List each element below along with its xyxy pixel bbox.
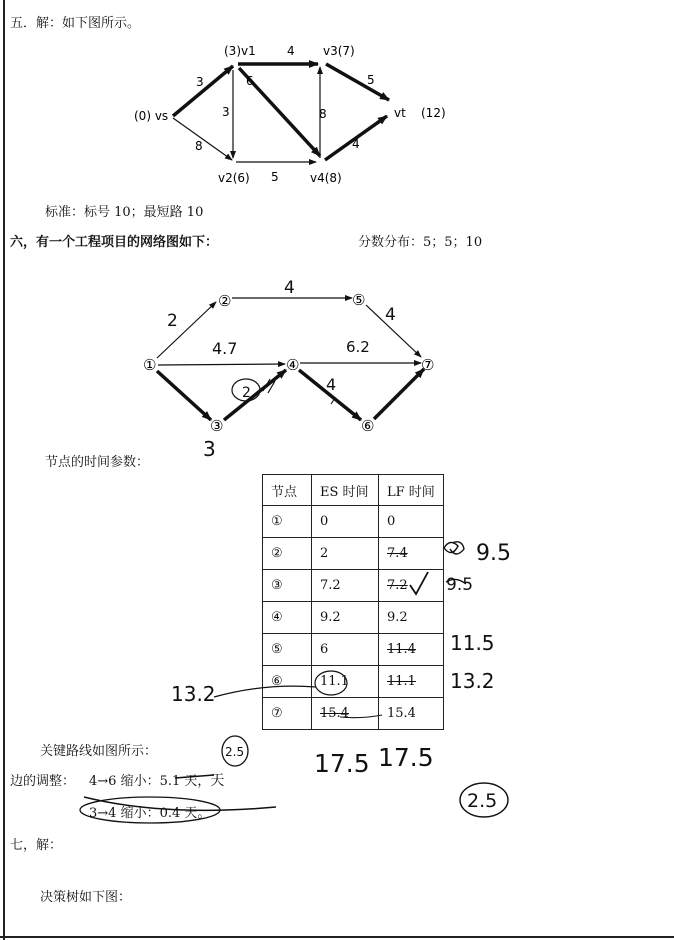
network-node-6: ⑥ [361, 417, 375, 435]
cell-es: 7.2 [312, 570, 379, 602]
weight-2-5: 4 [284, 278, 295, 298]
adjust-line-2: 3→4 缩小：0.4 天。 [89, 806, 211, 821]
table-header: LF 时间 [379, 475, 444, 506]
weight-5-7: 4 [385, 305, 396, 325]
cell-lf: 7.2 [379, 570, 444, 602]
network-node-3: ③ [210, 417, 224, 435]
connector-line [214, 686, 316, 697]
decision-tree-label: 决策树如下图： [40, 890, 132, 905]
adjust-label: 边的调整： [10, 774, 76, 789]
weight-v1-v2: 3 [222, 105, 230, 119]
hand-row5-value: 11.5 [450, 631, 495, 655]
hand-es-bottom: 17.5 [314, 749, 370, 778]
cell-es: 15.4 [312, 698, 379, 730]
hand-lf-bottom: 17.5 [378, 743, 434, 772]
adjust1-text: 4→6 缩小： [89, 774, 160, 789]
table-header: 节点 [263, 475, 312, 506]
hand-row3-value: 9.5 [446, 575, 474, 595]
adjust1-tail: 天 [210, 773, 225, 789]
cell-node: ⑥ [263, 666, 312, 698]
time-params-label: 节点的时间参数： [45, 455, 150, 470]
cell-node: ⑦ [263, 698, 312, 730]
network-node-1: ① [143, 356, 157, 374]
cell-lf: 0 [379, 506, 444, 538]
cell-lf: 15.4 [379, 698, 444, 730]
cell-es: 9.2 [312, 602, 379, 634]
weight-vs-v1: 3 [196, 75, 204, 89]
weight-1-4: 4.7 [212, 339, 238, 358]
connector-row7 [340, 715, 382, 718]
cell-lf: 7.4 [379, 538, 444, 570]
network-node-7: ⑦ [421, 356, 435, 374]
hand-circled: 2.5 [467, 790, 498, 812]
weight-4-7: 6.2 [346, 338, 370, 356]
section5-standard: 标准：标号 10；最短路 10 [45, 205, 204, 220]
hand-small-circled: 2.5 [225, 745, 245, 759]
weight-1-2: 2 [167, 311, 178, 331]
cell-node: ③ [263, 570, 312, 602]
weight-v4-vt: 4 [352, 137, 360, 151]
cell-lf: 11.1 [379, 666, 444, 698]
circle-11-1 [315, 671, 347, 695]
weight-3-4: 2 [242, 385, 251, 401]
node-v4: v4(8) [310, 171, 342, 185]
weight-v3-vt: 5 [367, 73, 375, 87]
section6-score: 分数分布：5；5；10 [358, 235, 483, 250]
cell-node: ⑤ [263, 634, 312, 666]
table-header: ES 时间 [312, 475, 379, 506]
cell-es: 0 [312, 506, 379, 538]
adjust1-value: 5.1 天， [159, 774, 211, 789]
note-3: 3 [203, 437, 216, 461]
weight-4-6: 4 [326, 375, 337, 394]
cell-es: 2 [312, 538, 379, 570]
weight-vs-v2: 8 [195, 139, 203, 153]
cell-lf: 11.4 [379, 634, 444, 666]
cell-node: ① [263, 506, 312, 538]
cell-es: 6 [312, 634, 379, 666]
adjust-line-1 [89, 770, 224, 790]
network-node-2: ② [218, 292, 232, 310]
section6-heading: 六，有一个工程项目的网络图如下： [10, 235, 219, 250]
node-vt-label: (12) [421, 106, 446, 120]
network-node-4: ④ [286, 356, 300, 374]
weight-v2-v4: 5 [271, 170, 279, 184]
hand-row2-value: 9.5 [476, 541, 511, 566]
cell-es: 11.1 [312, 666, 379, 698]
weight-v1-v3: 4 [287, 44, 295, 58]
node-vt: vt [394, 106, 406, 120]
check-mark [410, 572, 428, 594]
cell-lf: 9.2 [379, 602, 444, 634]
critical-path-note: 关键路线如图所示： [40, 744, 158, 759]
section7-heading: 七，解： [10, 838, 63, 853]
node-v1: (3)v1 [224, 44, 256, 58]
hand-row6-value: 13.2 [450, 669, 495, 693]
hand-left-value: 13.2 [171, 682, 216, 706]
network-node-5: ⑤ [352, 291, 366, 309]
cell-node: ② [263, 538, 312, 570]
node-vs: (0) vs [134, 109, 169, 123]
weight-v4-v3: 8 [319, 107, 327, 121]
node-v2: v2(6) [218, 171, 250, 185]
scribble-row2 [444, 542, 464, 554]
node-v3: v3(7) [323, 44, 355, 58]
weight-v1-v4: 6 [246, 74, 254, 88]
section5-heading: 五．解：如下图所示。 [10, 16, 141, 31]
cell-node: ④ [263, 602, 312, 634]
